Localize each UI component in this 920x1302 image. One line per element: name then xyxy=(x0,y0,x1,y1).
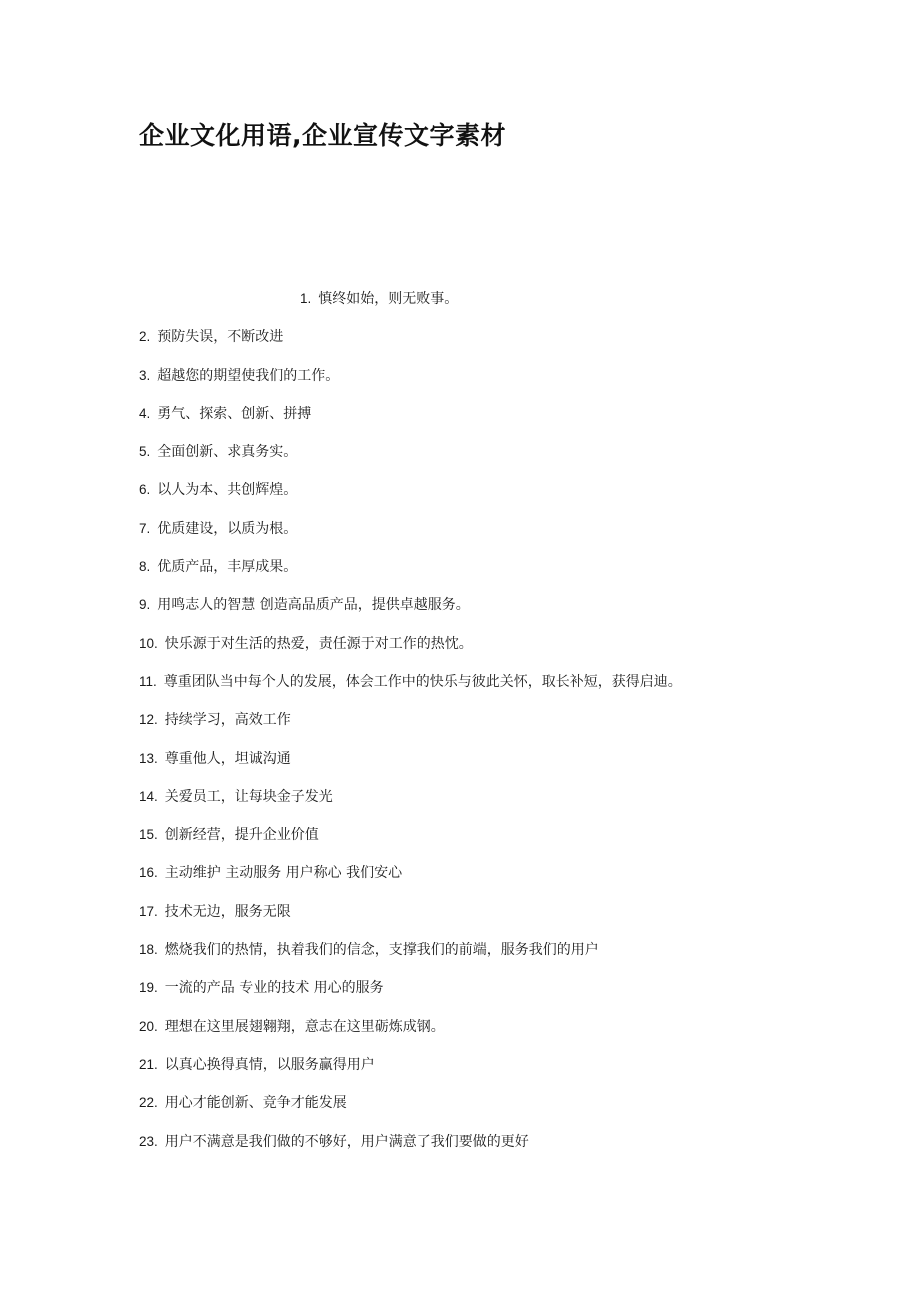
list-item xyxy=(139,593,839,631)
list-item-text: 以人为本、共创辉煌。 xyxy=(157,482,298,499)
list-item-number: 13. xyxy=(139,750,158,766)
list-item-number: 18. xyxy=(139,942,158,958)
list-item-text: 超越您的期望使我们的工作。 xyxy=(157,367,340,384)
list-item-text: 勇气、探索、创新、拼搏 xyxy=(157,405,312,422)
list-item xyxy=(139,938,839,976)
list-item-text: 燃烧我们的热情，执着我们的信念，支撑我们的前端，服务我们的用户 xyxy=(164,942,599,959)
list-item-text: 全面创新、求真务实。 xyxy=(157,444,298,461)
list-item xyxy=(139,1053,839,1091)
list-item xyxy=(139,1015,839,1053)
list-item-number: 7. xyxy=(139,520,151,536)
list-item xyxy=(139,287,839,325)
list-item-number: 5. xyxy=(139,444,151,460)
list-item-number: 3. xyxy=(139,367,151,383)
list-item xyxy=(139,478,839,516)
list-item-text: 持续学习，高效工作 xyxy=(164,712,291,729)
list-item-number: 11. xyxy=(139,673,157,689)
list-item xyxy=(139,632,839,670)
list-item-text: 慎终如始，则无败事。 xyxy=(318,291,459,307)
list-item-number: 2. xyxy=(139,329,151,345)
list-item xyxy=(139,364,839,402)
list-item-text: 主动维护 主动服务 用户称心 我们安心 xyxy=(164,865,403,882)
list-item xyxy=(139,402,839,440)
list-item-number: 23. xyxy=(139,1133,158,1149)
list-item-number: 21. xyxy=(139,1056,158,1072)
list-item-text: 理想在这里展翅翱翔，意志在这里砺炼成钢。 xyxy=(164,1018,445,1035)
slogan-list xyxy=(139,287,839,1168)
list-item xyxy=(139,823,839,861)
list-item-text: 快乐源于对生活的热爱，责任源于对工作的热忱。 xyxy=(164,635,473,652)
list-item xyxy=(139,900,839,938)
list-item xyxy=(139,861,839,899)
list-item-number: 19. xyxy=(139,980,158,996)
list-item-number: 6. xyxy=(139,482,151,498)
list-item xyxy=(139,976,839,1014)
list-item-text: 优质建设，以质为根。 xyxy=(157,520,298,537)
list-item-number: 12. xyxy=(139,712,158,728)
list-item-text: 用户不满意是我们做的不够好，用户满意了我们要做的更好 xyxy=(164,1133,529,1150)
list-item xyxy=(139,747,839,785)
list-item-number: 8. xyxy=(139,559,151,575)
list-item-text: 创新经营，提升企业价值 xyxy=(164,827,319,844)
list-item-number: 4. xyxy=(139,405,151,421)
list-item-text: 一流的产品 专业的技术 用心的服务 xyxy=(164,980,384,997)
list-item-number: 1. xyxy=(300,291,312,306)
list-item-text: 用鸣志人的智慧 创造高品质产品，提供卓越服务。 xyxy=(157,597,470,614)
list-item xyxy=(139,785,839,823)
list-item-number: 9. xyxy=(139,597,151,613)
list-item xyxy=(139,325,839,363)
list-item-text: 用心才能创新、竞争才能发展 xyxy=(164,1095,347,1112)
list-item-number: 16. xyxy=(139,865,158,881)
list-item xyxy=(139,555,839,593)
list-item-text: 尊重团队当中每个人的发展，体会工作中的快乐与彼此关怀，取长补短，获得启迪。 xyxy=(163,673,682,690)
list-item-number: 10. xyxy=(139,635,158,651)
list-item-number: 22. xyxy=(139,1095,158,1111)
list-item-text: 以真心换得真情，以服务赢得用户 xyxy=(164,1056,375,1073)
list-item-text: 尊重他人，坦诚沟通 xyxy=(164,750,291,767)
list-item xyxy=(139,670,839,708)
list-item xyxy=(139,708,839,746)
list-item-number: 20. xyxy=(139,1018,158,1034)
list-item-text: 关爱员工，让每块金子发光 xyxy=(164,788,333,805)
document-title: 企业文化用语,企业宣传文字素材 xyxy=(139,121,506,150)
list-item-text: 优质产品，丰厚成果。 xyxy=(157,559,298,576)
list-item xyxy=(139,1091,839,1129)
list-item xyxy=(139,517,839,555)
list-item xyxy=(139,1130,839,1168)
list-item-number: 17. xyxy=(139,903,158,919)
list-item-text: 预防失误，不断改进 xyxy=(157,329,284,346)
list-item-number: 14. xyxy=(139,788,158,804)
list-item-number: 15. xyxy=(139,827,158,843)
list-item-text: 技术无边，服务无限 xyxy=(164,903,291,920)
list-item xyxy=(139,440,839,478)
